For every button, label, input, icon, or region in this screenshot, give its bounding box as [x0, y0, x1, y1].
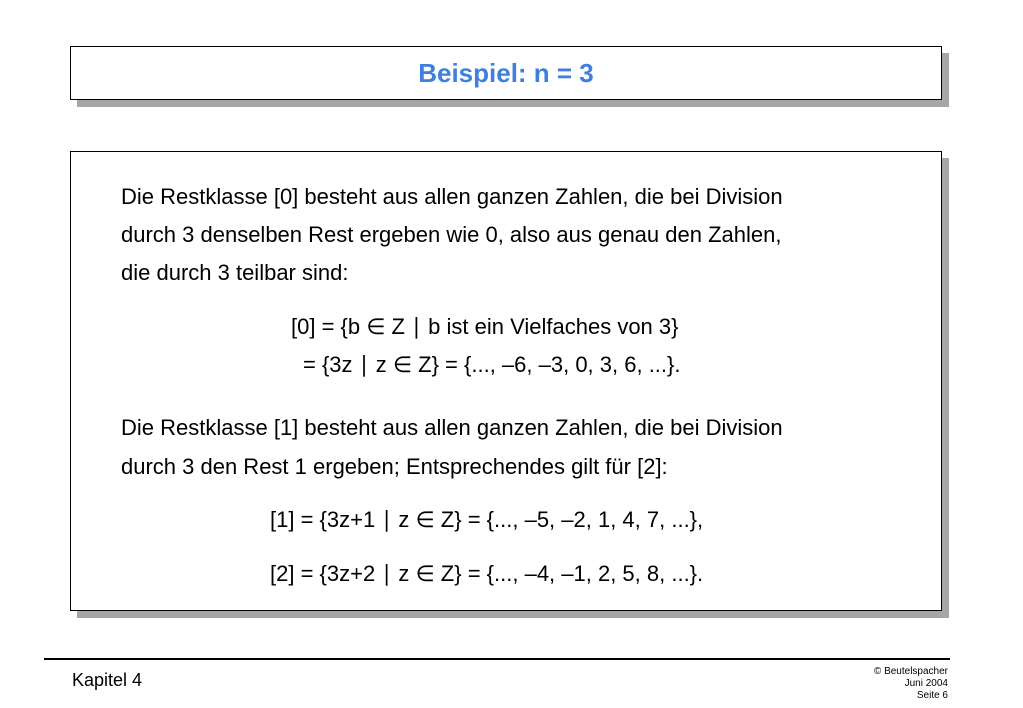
paragraph-line: durch 3 denselben Rest ergeben wie 0, also aus genau den Zahlen, — [121, 222, 782, 247]
title-box — [70, 46, 942, 100]
footer-chapter: Kapitel 4 — [72, 670, 143, 690]
paragraph-line: durch 3 den Rest 1 ergeben; Entsprechendes gilt für [2]: — [121, 454, 668, 479]
paragraph-line: Die Restklasse [1] besteht aus allen ganzen Zahlen, die bei Division — [121, 415, 783, 440]
slide-title: Beispiel: n = 3 — [418, 57, 594, 88]
footer-divider — [44, 658, 950, 660]
formula-class-0-line2: = {3z ∣ z ∈ Z} = {..., –6, –3, 0, 3, 6, ...}. — [303, 352, 681, 377]
footer-date: Juni 2004 — [904, 678, 948, 689]
footer-page: Seite 6 — [916, 690, 948, 701]
paragraph-line: die durch 3 teilbar sind: — [121, 260, 349, 285]
footer-info — [874, 666, 948, 702]
formula-class-1: [1] = {3z+1 ∣ z ∈ Z} = {..., –5, –2, 1, 4, 7, ...}, — [270, 507, 704, 532]
paragraph-line: Die Restklasse [0] besteht aus allen ganzen Zahlen, die bei Division — [121, 184, 783, 209]
formula-class-0-line1: [0] = {b ∈ Z ∣ b ist ein Vielfaches von 3} — [291, 314, 679, 339]
formula-class-2: [2] = {3z+2 ∣ z ∈ Z} = {..., –4, –1, 2, 5, 8, ...}. — [270, 561, 704, 586]
content-box — [70, 151, 942, 611]
footer-copyright: © Beutelspacher — [873, 666, 948, 677]
